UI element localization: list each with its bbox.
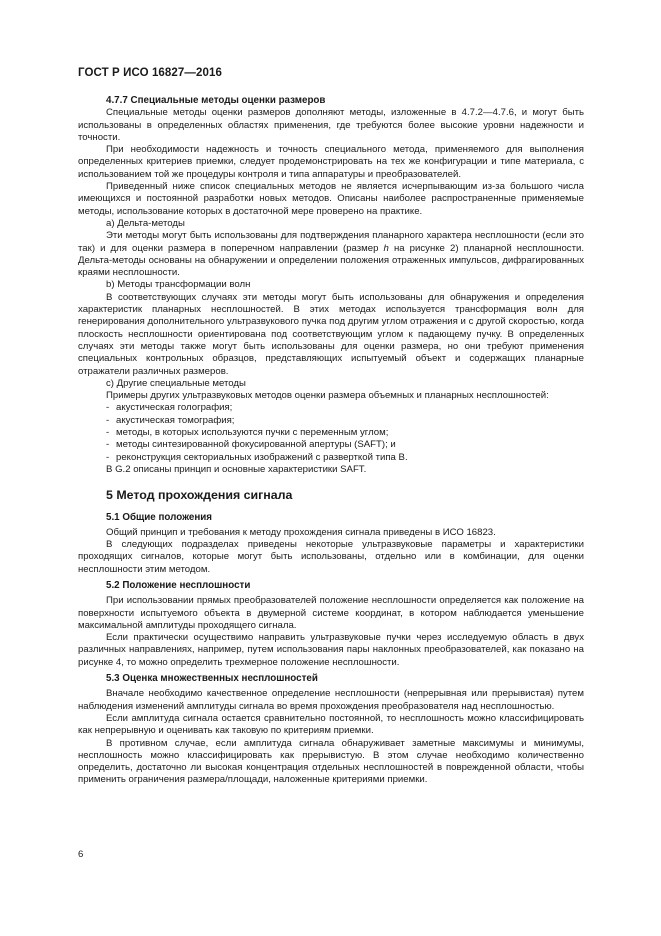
paragraph: Приведенный ниже список специальных методов не является исчерпывающим из-за большого числа имеющихся и постоянной разработки новых методов. Описаны наиболее распространенные применяемые методы, использование которых в достаточной мере проверено на практике.: [78, 181, 584, 217]
running-header: ГОСТ Р ИСО 16827—2016: [78, 67, 223, 79]
paragraph: При использовании прямых преобразователей положение несплошности определяется как положение на поверхности испытуемого объекта в двумерной системе координат, в котором наблюдается уменьшение максимальной амплитуды проходящего сигнала.: [78, 595, 584, 631]
heading-5-3: 5.3 Оценка множественных несплошностей: [106, 673, 318, 685]
heading-4-7-7: 4.7.7 Специальные методы оценки размеров: [106, 95, 326, 106]
list-item: - акустическая голография;: [106, 402, 233, 414]
list-item: - акустическая томография;: [106, 414, 235, 426]
heading-5-2: 5.2 Положение несплошности: [106, 579, 251, 591]
paragraph: В противном случае, если амплитуда сигнала обнаруживает заметные максимумы и минимумы, несплошность можно классифицировать как прерывистую. В этом случае необходимо количественно определить, достаточно ли высокая концентрация отдельных несплошностей в поврежденной области, чтобы применить ограничения размера/площади, наложенные критериями приемки.: [78, 737, 584, 786]
variable-h: h: [383, 242, 389, 254]
paragraph: Если амплитуда сигнала остается сравнительно постоянной, то несплошность можно классифицировать как непрерывную и оценивать как таковую по критериям приемки.: [78, 712, 584, 737]
paragraph-wave-conversion: В соответствующих случаях эти методы могут быть использованы для обнаружения и определения характеристик планарных несплошностей. В этих методах используется трансформация волн для генерирования дополнительного ультразвукового пучка под другим углом отражения и с другой скоростью, когда плоскость несплошности ориентирована под соответствующим углом к падающему пучку. В определенных случаях эти методы также могут быть использованы для оценки размера, но они требуют применения специальных контрольных образцов, представляющих испытуемый объект и содержащих планарные отражатели различных размеров.: [78, 291, 584, 377]
paragraph: Вначале необходимо качественное определение несплошности (непрерывная или прерывистая) путем наблюдения изменений амплитуды сигнала во время прохождения преобразователя над несплошностью.: [78, 688, 584, 712]
heading-5-1: 5.1 Общие положения: [106, 511, 213, 523]
list-item: - методы синтезированной фокусированной апертуры (SAFT); и: [106, 439, 396, 451]
paragraph: Примеры других ультразвуковых методов оценки размера объемных и планарных несплошностей:: [106, 390, 549, 402]
page-body: [78, 95, 584, 787]
list-item: - реконструкция секториальных изображений с разверткой типа В.: [106, 451, 408, 463]
paragraph: Специальные методы оценки размеров дополняют методы, изложенные в 4.7.2—4.7.6, и могут быть использованы в определенных областях применения, где требуются более высокие уровни надежности и точности.: [78, 107, 584, 143]
paragraph-delta-methods: Эти методы могут быть использованы для подтверждения планарного характера несплошности (если это так) и для оценки размера в поперечном направлении (размер h на рисунке 2) планарной несплошности. Дельта-методы основаны на обнаружении и определении положения отраженных импульсов, дифрагированных краями несплошности.: [78, 230, 584, 279]
paragraph: В следующих подразделах приведены некоторые ультразвуковые параметры и характеристики проходящих сигналов, которые могут быть использованы, отдельно или в комбинации, для оценки несплошности этим методом.: [78, 539, 584, 575]
item-c-label: с) Другие специальные методы: [106, 377, 246, 389]
paragraph: Если практически осуществимо направить ультразвуковые пучки через исследуемую область в двух различных направлениях, например, путем использования пары наклонных преобразователей, как показано на рисунке 4, то можно определить трехмерное положение несплошности.: [78, 632, 584, 668]
page-number: 6: [78, 849, 84, 860]
item-b-label: b) Методы трансформации волн: [106, 279, 251, 291]
heading-section-5: 5 Метод прохождения сигнала: [106, 488, 293, 503]
paragraph: При необходимости надежность и точность специального метода, применяемого для выполнения определенных критериев приемки, следует продемонстрировать на тех же конфигурации и типе материала, с использованием той же процедуры контроля и типа аппаратуры и преобразователей.: [78, 144, 584, 180]
item-a-label: а) Дельта-методы: [106, 217, 185, 229]
paragraph: Общий принцип и требования к методу прохождения сигнала приведены в ИСО 16823.: [106, 526, 496, 538]
paragraph: В G.2 описаны принцип и основные характеристики SAFT.: [106, 463, 367, 475]
list-item: - методы, в которых используются пучки с переменным углом;: [106, 427, 389, 439]
methods-list: [78, 402, 584, 463]
